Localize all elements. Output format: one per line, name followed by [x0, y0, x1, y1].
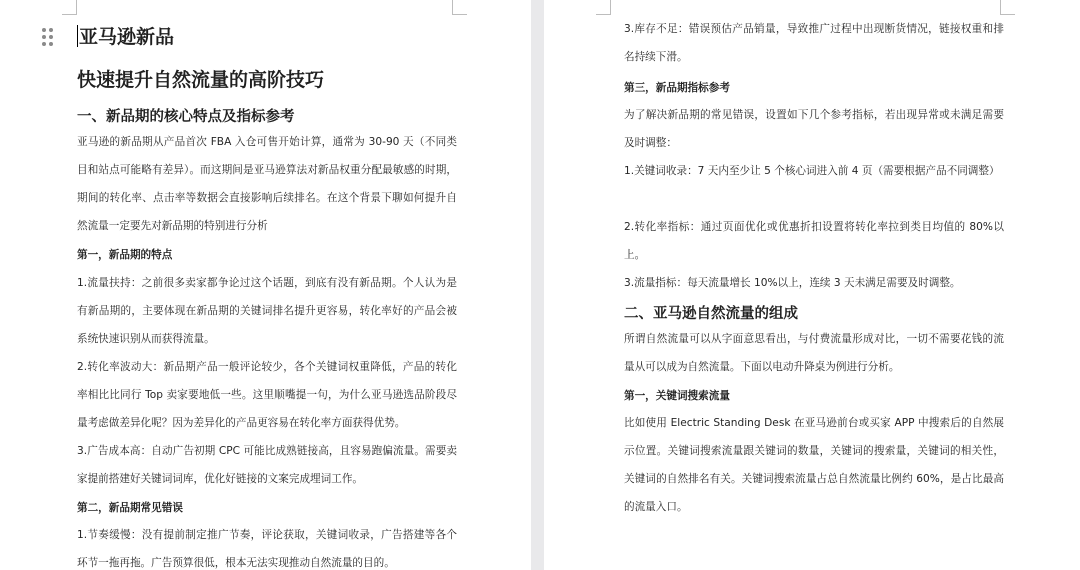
subheading[interactable]: 第三，新品期指标参考: [624, 82, 730, 94]
page-corner-mark: [596, 0, 611, 15]
subheading[interactable]: 第一，关键词搜索流量: [624, 390, 730, 402]
paragraph[interactable]: 3.流量指标：每天流量增长 10%以上，连续 3 天未满足需要及时调整。: [624, 277, 961, 289]
paragraph[interactable]: 亚马逊的新品期从产品首次 FBA 入仓可售开始计算，通常为 30-90 天（不同类目和站点可能略有差异）。而这期间是亚马逊算法对新品权重分配最敏感的时期，期间的转化率、点击率等数据会直接影响后续排名。在这个背景下聊如何提升自然流量一定要先对新品期的特别进行分析: [77, 136, 457, 232]
page-corner-mark: [452, 0, 467, 15]
paragraph[interactable]: 1.流量扶持：之前很多卖家都争论过这个话题，到底有没有新品期。个人认为是有新品期的，主要体现在新品期的关键词排名提升更容易，转化率好的产品会被系统快速识别从而获得流量。: [77, 277, 457, 345]
subheading[interactable]: 第一，新品期的特点: [77, 249, 173, 261]
paragraph[interactable]: 2.转化率波动大：新品期产品一般评论较少，各个关键词权重降低，产品的转化率相比比同行 Top 卖家要地低一些。这里顺嘴提一句，为什么亚马逊选品阶段尽量考虑做差异化呢？因为差异化的产品更容易在转化率方面获得优势。: [77, 361, 457, 429]
document-page-left: [0, 0, 531, 570]
section-heading[interactable]: 二、亚马逊自然流量的组成: [624, 306, 798, 322]
paragraph[interactable]: 比如使用 Electric Standing Desk 在亚马逊前台或买家 APP 中搜索后的自然展示位置。关键词搜索流量跟关键词的数量，关键词的搜索量，关键词的相关性，关键词的自然排名有关。关键词搜索流量占总自然流量比例约 60%，是占比最高的流量入口。: [624, 417, 1004, 513]
paragraph[interactable]: 为了解决新品期的常见错误，设置如下几个参考指标，若出现异常或未满足需要及时调整：: [624, 109, 1004, 149]
page-corner-mark: [1000, 0, 1015, 15]
page-corner-mark: [62, 0, 77, 15]
paragraph[interactable]: 3.库存不足：错误预估产品销量，导致推广过程中出现断货情况，链接权重和排名持续下滑。: [624, 23, 1004, 63]
section-heading[interactable]: 一、新品期的核心特点及指标参考: [77, 109, 295, 125]
paragraph[interactable]: 1.节奏缓慢：没有提前制定推广节奏，评论获取，关键词收录，广告搭建等各个环节一拖再拖。广告预算很低，根本无法实现推动自然流量的目的。: [77, 529, 457, 569]
paragraph[interactable]: 所谓自然流量可以从字面意思看出，与付费流量形成对比，一切不需要花钱的流量从可以成为自然流量。下面以电动升降桌为例进行分析。: [624, 333, 1004, 373]
document-page-right: [544, 0, 1080, 570]
document-title[interactable]: 亚马逊新品: [79, 26, 175, 48]
paragraph[interactable]: 3.广告成本高：自动广告初期 CPC 可能比成熟链接高，且容易跑偏流量。需要卖家提前搭建好关键词词库，优化好链接的文案完成埋词工作。: [77, 445, 457, 485]
article-title[interactable]: 快速提升自然流量的高阶技巧: [77, 69, 325, 91]
paragraph[interactable]: 2.转化率指标：通过页面优化或优惠折扣设置将转化率拉到类目均值的 80%以上。: [624, 221, 1004, 261]
text-cursor: [77, 25, 78, 47]
drag-handle-icon[interactable]: [42, 28, 54, 46]
paragraph[interactable]: 1.关键词收录：7 天内至少让 5 个核心词进入前 4 页（需要根据产品不同调整）: [624, 165, 1000, 177]
subheading[interactable]: 第二，新品期常见错误: [77, 502, 183, 514]
